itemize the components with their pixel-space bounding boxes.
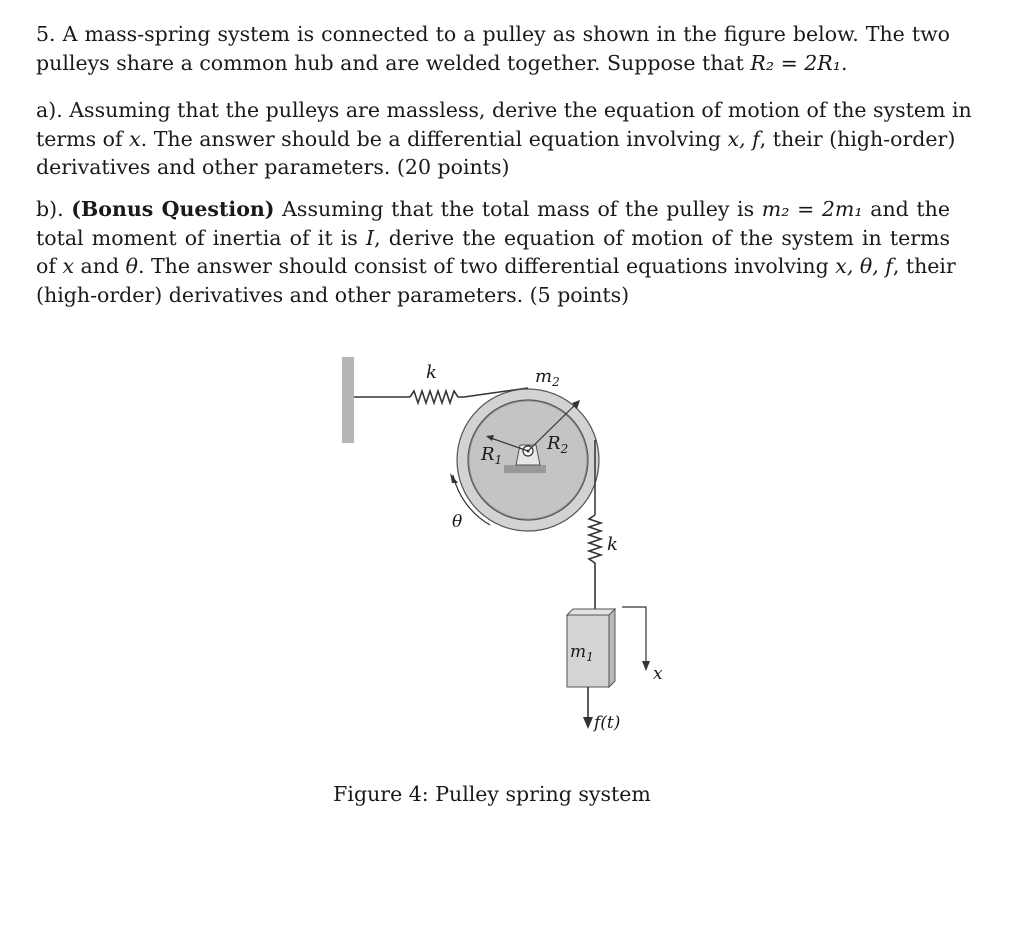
r1-sub: 1 xyxy=(494,453,503,467)
part-b xyxy=(36,195,956,309)
intro-line-2 xyxy=(36,49,950,78)
x-label: x xyxy=(653,664,663,684)
top-spring xyxy=(410,391,464,403)
spring-right-label: k xyxy=(607,534,618,555)
part-b-text-1: Assuming that the total mass of the pulley is xyxy=(274,197,762,221)
bonus-heading: (Bonus Question) xyxy=(71,197,275,221)
m1-sub: 1 xyxy=(586,650,594,664)
m1-letter: m xyxy=(570,642,587,662)
wall xyxy=(342,357,354,443)
intro-line-1: 5. A mass-spring system is connected to a pulley as shown in the figure below. The two xyxy=(36,22,950,46)
var-x: x xyxy=(129,126,141,151)
mass-block-top xyxy=(567,609,615,615)
part-b-line-4: (high-order) derivatives and other parameters. (5 points) xyxy=(36,282,630,307)
theta-arrowhead xyxy=(450,473,458,483)
figure-caption: Figure 4: Pulley spring system xyxy=(333,782,651,806)
right-spring xyxy=(589,515,601,610)
vars-x-theta-f: x, θ, f xyxy=(835,254,893,278)
part-b-line-3 xyxy=(36,252,956,281)
force-arrowhead xyxy=(583,717,593,729)
var-theta: θ xyxy=(125,254,138,278)
part-b-text-7: . The answer should consist of two differential equations involving xyxy=(137,254,836,278)
radius-relation: R₂ = 2R₁ xyxy=(750,50,841,75)
m2-letter: m xyxy=(535,366,553,387)
part-b-line-1 xyxy=(36,195,950,224)
part-b-prefix: b). xyxy=(36,197,72,221)
part-a-line-1: a). Assuming that the pulleys are massless, derive the equation of motion of the system in xyxy=(36,98,972,122)
var-inertia: I xyxy=(365,225,375,250)
part-b-text-4: , derive the equation of motion of the system in terms xyxy=(374,225,950,250)
x-arrowhead xyxy=(642,661,650,671)
part-b-text-5: of xyxy=(36,254,63,278)
part-a-text-3: , their (high-order) xyxy=(759,126,956,151)
r1-letter: R xyxy=(481,444,495,465)
part-a-line-3: derivatives and other parameters. (20 points) xyxy=(36,155,510,179)
support-base xyxy=(504,465,546,473)
part-b-text-6: and xyxy=(74,254,126,278)
var-x-b: x xyxy=(62,254,75,278)
intro-period: . xyxy=(840,50,848,75)
part-a xyxy=(36,96,972,182)
spring-top-label: k xyxy=(426,362,437,383)
intro-text: pulleys share a common hub and are welded together. Suppose that xyxy=(36,50,751,75)
r2-letter: R xyxy=(547,433,561,454)
pulley-spring-figure xyxy=(330,345,690,745)
mass-block-side xyxy=(609,609,615,687)
problem-intro xyxy=(36,20,950,77)
r2-sub: 2 xyxy=(560,442,569,456)
x-arrow-line xyxy=(622,607,646,663)
part-a-text-2: . The answer should be a differential equation involving xyxy=(140,126,728,151)
pulley-mass-label xyxy=(535,366,560,389)
m2-sub: 2 xyxy=(552,375,560,389)
part-b-line-2 xyxy=(36,224,950,253)
vars-x-f: x, f xyxy=(727,126,760,151)
part-b-text-8: , their xyxy=(892,254,956,278)
theta-label: θ xyxy=(452,512,463,532)
part-b-text-3: total moment of inertia of it is xyxy=(36,225,366,250)
part-a-text-1: terms of xyxy=(36,126,130,151)
part-b-text-2: and the xyxy=(862,197,950,221)
force-label: f(t) xyxy=(594,713,621,733)
mass-relation: m₂ = 2m₁ xyxy=(761,197,863,221)
part-a-line-2 xyxy=(36,125,956,154)
